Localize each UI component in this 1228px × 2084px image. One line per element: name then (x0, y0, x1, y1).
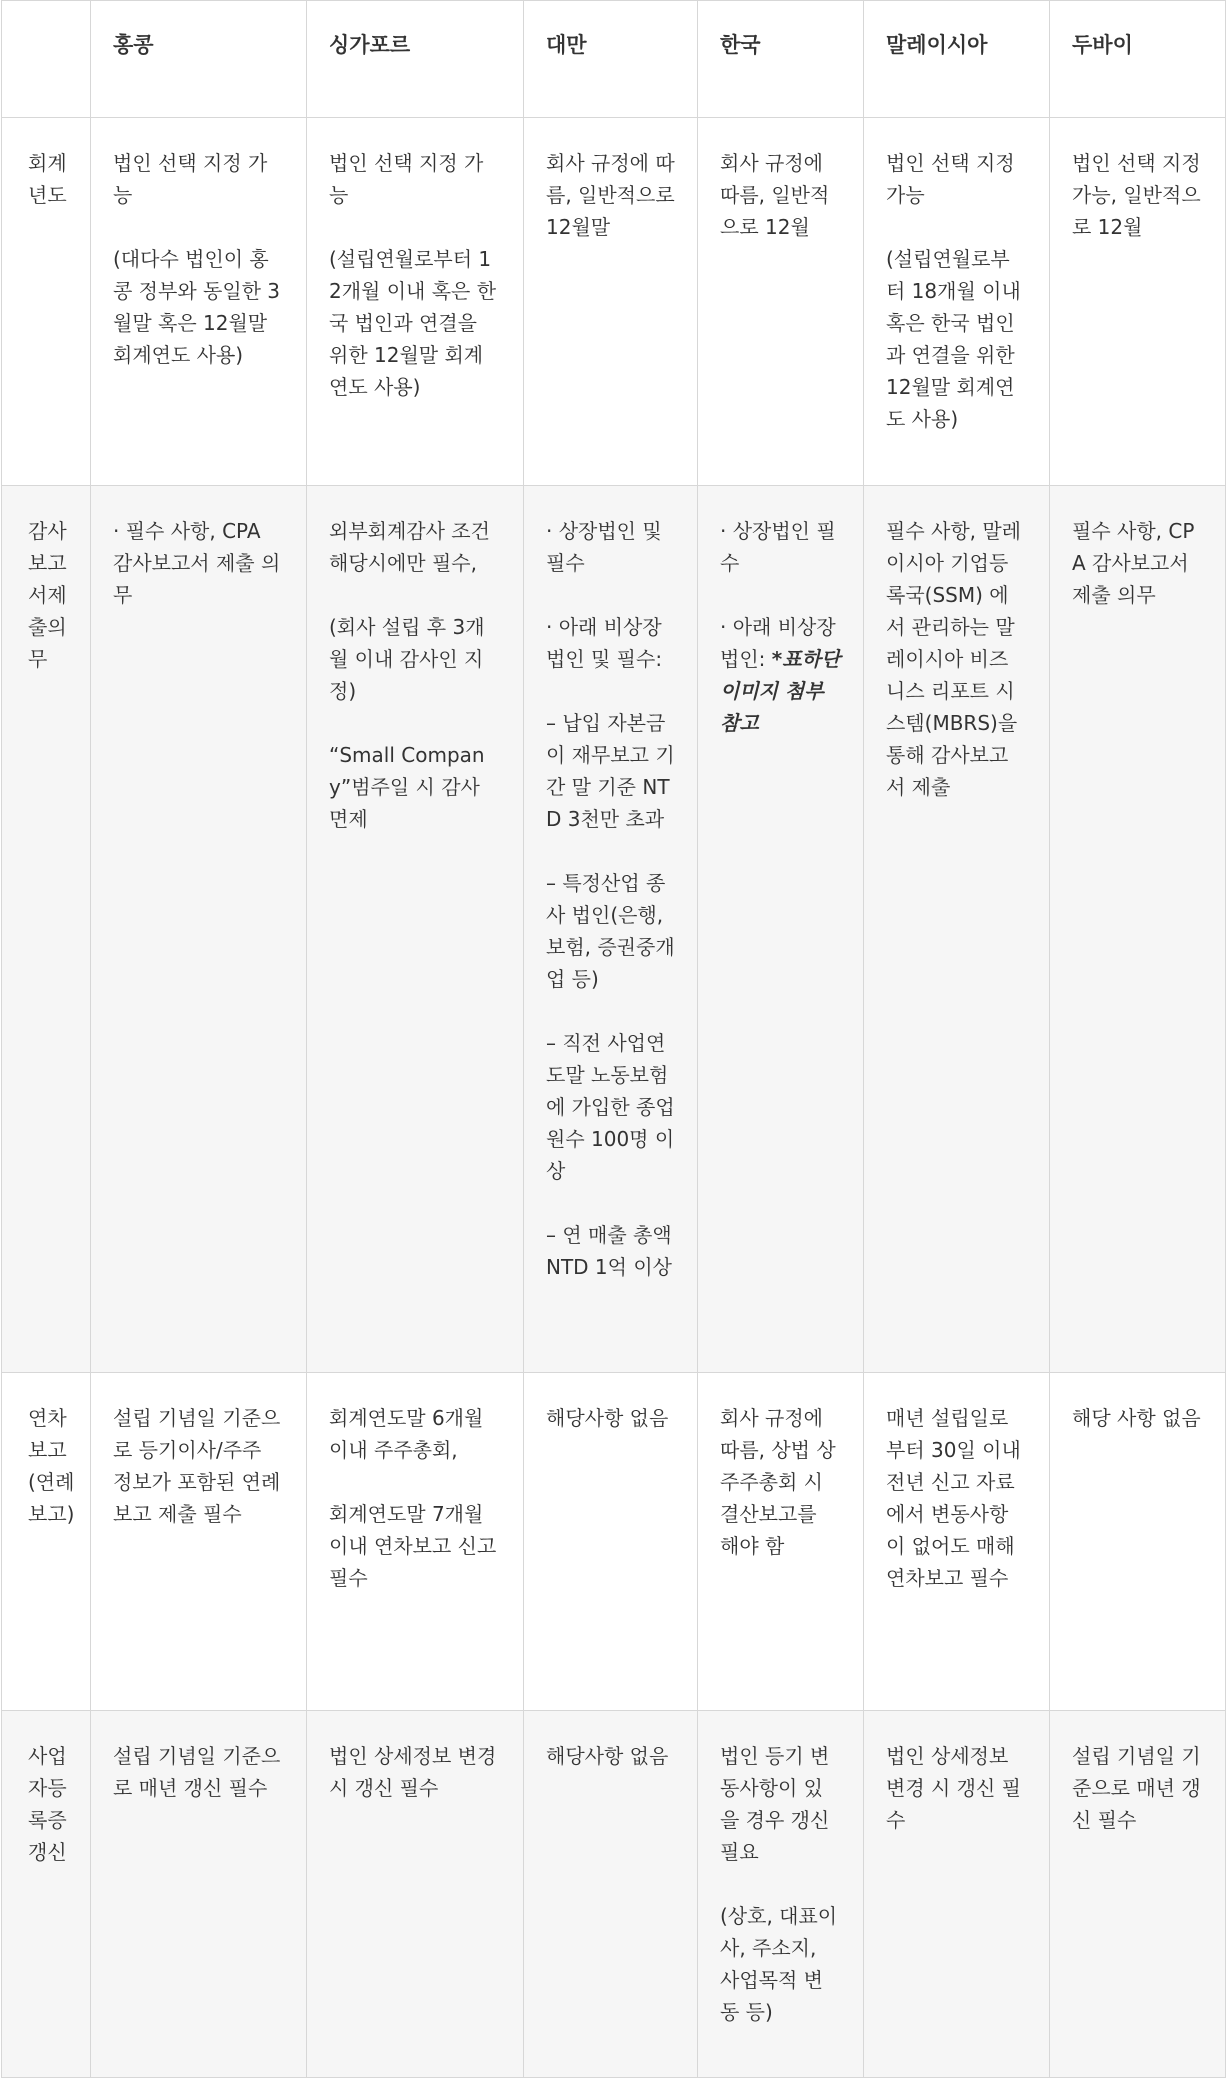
cell-paragraph: 필수 사항, CPA 감사보고서 제출 의무 (1072, 519, 1195, 607)
cell-paragraph: (설립연월로부터 18개월 이내 혹은 한국 법인과 연결을 위한 12월말 회계연도 사용) (886, 247, 1021, 431)
cell-paragraph: · 필수 사항, CPA 감사보고서 제출 의무 (113, 519, 281, 607)
cell-fiscal-dubai (1050, 118, 1226, 486)
cell-paragraph: 회사 규정에 따름, 일반적으로 12월말 (546, 151, 675, 239)
cell-paragraph: (상호, 대표이사, 주소지, 사업목적 변동 등) (720, 1904, 838, 2024)
cell-registration-malaysia (864, 1711, 1050, 2078)
cell-paragraph: 해당사항 없음 (546, 1406, 669, 1430)
cell-registration-korea (698, 1711, 864, 2078)
cell-paragraph: 해당 사항 없음 (1072, 1406, 1201, 1430)
cell-paragraph: 법인 선택 지정 가능, 일반적으로 12월 (1072, 151, 1201, 239)
header-dubai: 두바이 (1050, 1, 1226, 118)
cell-registration-singapore (307, 1711, 524, 2078)
header-korea: 한국 (698, 1, 864, 118)
cell-paragraph: 외부회계감사 조건 해당시에만 필수, (329, 519, 490, 575)
cell-paragraph (720, 611, 841, 739)
table-row-fiscal-year (2, 118, 1226, 486)
cell-paragraph: 법인 선택 지정 가능 (329, 151, 484, 207)
cell-fiscal-taiwan (524, 118, 698, 486)
cell-paragraph: 매년 설립일로부터 30일 이내 전년 신고 자료에서 변동사항이 없어도 매해 연차보고 필수 (886, 1406, 1021, 1590)
cell-paragraph: 필수 사항, 말레이시아 기업등록국(SSM) 에서 관리하는 말레이시아 비즈니스 리포트 시스템(MBRS)을 통해 감사보고서 제출 (886, 519, 1021, 799)
cell-paragraph: 회계연도말 6개월 이내 주주총회, (329, 1406, 484, 1462)
cell-paragraph: (설립연월로부터 12개월 이내 혹은 한국 법인과 연결을 위한 12월말 회계연도 사용) (329, 247, 497, 399)
cell-paragraph: 법인 상세정보 변경 시 갱신 필수 (886, 1744, 1021, 1832)
cell-paragraph: 설립 기념일 기준으로 등기이사/주주 정보가 포함된 연례보고 제출 필수 (113, 1406, 281, 1526)
cell-registration-hongkong (91, 1711, 307, 2078)
cell-annual-hongkong (91, 1373, 307, 1711)
table-row-annual-report (2, 1373, 1226, 1711)
cell-paragraph: 법인 선택 지정 가능 (113, 151, 268, 207)
emphasis-note: *표하단 이미지 첨부 참고 (720, 647, 841, 735)
cell-paragraph: 회계연도말 7개월 이내 연차보고 신고 필수 (329, 1502, 497, 1590)
cell-paragraph: – 특정산업 종사 법인(은행, 보험, 증권중개업 등) (546, 871, 675, 991)
cell-fiscal-hongkong (91, 118, 307, 486)
cell-paragraph: (대다수 법인이 홍콩 정부와 동일한 3월말 혹은 12월말 회계연도 사용) (113, 247, 281, 367)
row-label-fiscal-year (2, 118, 91, 486)
cell-audit-hongkong (91, 486, 307, 1373)
cell-paragraph: · 상장법인 필수 (720, 519, 836, 575)
cell-audit-dubai (1050, 486, 1226, 1373)
cell-audit-singapore (307, 486, 524, 1373)
cell-audit-malaysia (864, 486, 1050, 1373)
row-label-annual-report (2, 1373, 91, 1711)
cell-annual-dubai (1050, 1373, 1226, 1711)
cell-registration-taiwan (524, 1711, 698, 2078)
cell-paragraph: 법인 등기 변동사항이 있을 경우 갱신 필요 (720, 1744, 830, 1864)
header-hongkong: 홍콩 (91, 1, 307, 118)
cell-fiscal-korea (698, 118, 864, 486)
header-corner (2, 1, 91, 118)
row-label-text: 회계년도 (28, 151, 67, 207)
header-malaysia: 말레이시아 (864, 1, 1050, 118)
row-label-text: 감사보고서제출의무 (28, 519, 67, 671)
cell-paragraph: 회사 규정에 따름, 상법 상 주주총회 시 결산보고를 해야 함 (720, 1406, 836, 1558)
cell-paragraph: – 납입 자본금이 재무보고 기간 말 기준 NTD 3천만 초과 (546, 711, 675, 831)
header-taiwan: 대만 (524, 1, 698, 118)
header-row (2, 1, 1226, 118)
cell-annual-korea (698, 1373, 864, 1711)
table-row-audit-report (2, 486, 1226, 1373)
cell-fiscal-malaysia (864, 118, 1050, 486)
cell-paragraph: 설립 기념일 기준으로 매년 갱신 필수 (113, 1744, 281, 1800)
row-label-audit-report (2, 486, 91, 1373)
cell-paragraph: 설립 기념일 기준으로 매년 갱신 필수 (1072, 1744, 1201, 1832)
cell-paragraph: (회사 설립 후 3개월 이내 감사인 지정) (329, 615, 485, 703)
header-singapore: 싱가포르 (307, 1, 524, 118)
row-label-text: 연차보고(연례보고) (28, 1406, 75, 1526)
cell-paragraph: 법인 선택 지정 가능 (886, 151, 1015, 207)
cell-audit-taiwan (524, 486, 698, 1373)
cell-paragraph: 법인 상세정보 변경 시 갱신 필수 (329, 1744, 497, 1800)
cell-fiscal-singapore (307, 118, 524, 486)
cell-paragraph: 회사 규정에 따름, 일반적으로 12월 (720, 151, 830, 239)
cell-text: · 아래 비상장법인: (720, 615, 836, 671)
table-row-business-registration (2, 1711, 1226, 2078)
comparison-table (1, 0, 1226, 2078)
cell-paragraph: “Small Company”범주일 시 감사 면제 (329, 743, 485, 831)
cell-paragraph: – 직전 사업연도말 노동보험에 가입한 종업원수 100명 이상 (546, 1031, 675, 1183)
cell-paragraph: – 연 매출 총액 NTD 1억 이상 (546, 1223, 672, 1279)
cell-annual-malaysia (864, 1373, 1050, 1711)
cell-paragraph: · 아래 비상장법인 및 필수: (546, 615, 663, 671)
cell-annual-taiwan (524, 1373, 698, 1711)
cell-audit-korea (698, 486, 864, 1373)
cell-paragraph: 해당사항 없음 (546, 1744, 669, 1768)
row-label-text: 사업자등록증갱신 (28, 1744, 67, 1864)
cell-annual-singapore (307, 1373, 524, 1711)
row-label-business-registration (2, 1711, 91, 2078)
cell-paragraph: · 상장법인 및 필수 (546, 519, 662, 575)
cell-registration-dubai (1050, 1711, 1226, 2078)
